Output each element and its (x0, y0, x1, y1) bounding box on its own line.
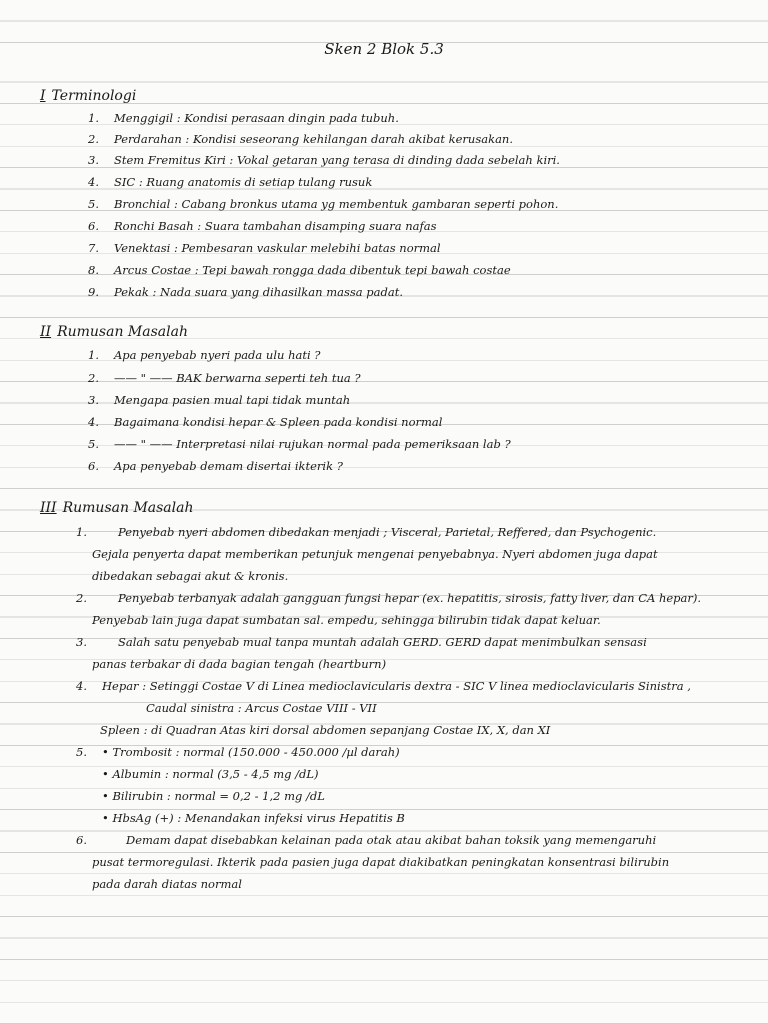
section-heading-rumusan-masalah-answers (40, 500, 194, 516)
list-item: 2. Perdarahan : Kondisi seseorang kehilangan darah akibat kerusakan. (88, 132, 513, 146)
list-item: 3. Mengapa pasien mual tapi tidak muntah (88, 393, 351, 407)
answer-line: Penyebab lain juga dapat sumbatan sal. empedu, sehingga bilirubin tidak dapat keluar. (92, 613, 601, 627)
list-item: 6. Apa penyebab demam disertai ikterik ? (88, 459, 343, 473)
list-item: 2. —— " —— BAK berwarna seperti teh tua ? (88, 371, 361, 385)
answer-line: pusat termoregulasi. Ikterik pada pasien juga dapat diakibatkan peningkatan konsentrasi bilirubin (92, 855, 670, 869)
section-heading-rumusan-masalah (40, 324, 188, 340)
answer-line: pada darah diatas normal (92, 877, 242, 891)
list-item: 7. Venektasi : Pembesaran vaskular melebihi batas normal (88, 241, 441, 255)
list-item: 4. SIC : Ruang anatomis di setiap tulang rusuk (88, 175, 373, 189)
list-item: 4. Bagaimana kondisi hepar & Spleen pada kondisi normal (88, 415, 443, 429)
answer-line: dibedakan sebagai akut & kronis. (92, 569, 289, 583)
list-item: 3. Stem Fremitus Kiri : Vokal getaran yang terasa di dinding dada sebelah kiri. (88, 153, 560, 167)
answer-line: Gejala penyerta dapat memberikan petunjuk mengenai penyebabnya. Nyeri abdomen juga dapat (92, 547, 658, 561)
list-item: 1. Menggigil : Kondisi perasaan dingin pada tubuh. (88, 111, 399, 125)
answer-line: Spleen : di Quadran Atas kiri dorsal abdomen sepanjang Costae IX, X, dan XI (100, 723, 551, 737)
answer-line: 1. Penyebab nyeri abdomen dibedakan menjadi ; Visceral, Parietal, Reffered, dan Psychogenic. (76, 525, 657, 539)
section-numeral: I (40, 88, 46, 104)
answer-line: • HbsAg (+) : Menandakan infeksi virus Hepatitis B (102, 811, 405, 825)
answer-line: panas terbakar di dada bagian tengah (heartburn) (92, 657, 387, 671)
list-item: 8. Arcus Costae : Tepi bawah rongga dada dibentuk tepi bawah costae (88, 263, 511, 277)
section-title: Rumusan Masalah (62, 500, 194, 516)
answer-line: 6. Demam dapat disebabkan kelainan pada otak atau akibat bahan toksik yang memengaruhi (76, 833, 657, 847)
answer-line: • Bilirubin : normal = 0,2 - 1,2 mg /dL (102, 789, 325, 803)
answer-line: 5. • Trombosit : normal (150.000 - 450.000 /µl darah) (76, 745, 400, 759)
answer-line: • Albumin : normal (3,5 - 4,5 mg /dL) (102, 767, 319, 781)
answer-line: 4. Hepar : Setinggi Costae V di Linea medioclavicularis dextra - SIC V linea medioclavicularis Sinistra , (76, 679, 691, 693)
section-numeral: III (40, 500, 57, 516)
section-title: Rumusan Masalah (57, 324, 188, 340)
page-title: Sken 2 Blok 5.3 (324, 40, 444, 58)
list-item: 5. —— " —— Interpretasi nilai rujukan normal pada pemeriksaan lab ? (88, 437, 511, 451)
list-item: 6. Ronchi Basah : Suara tambahan disamping suara nafas (88, 219, 437, 233)
answer-line: 3. Salah satu penyebab mual tanpa muntah adalah GERD. GERD dapat menimbulkan sensasi (76, 635, 647, 649)
answer-line: 2. Penyebab terbanyak adalah gangguan fungsi hepar (ex. hepatitis, sirosis, fatty liver, dan CA hepar). (76, 591, 702, 605)
list-item: 5. Bronchial : Cabang bronkus utama yg membentuk gambaran seperti pohon. (88, 197, 559, 211)
section-numeral: II (40, 324, 52, 340)
answer-line: Caudal sinistra : Arcus Costae VIII - VII (146, 701, 377, 715)
section-title: Terminologi (51, 88, 137, 104)
list-item: 1. Apa penyebab nyeri pada ulu hati ? (88, 348, 321, 362)
section-heading-terminologi (40, 88, 136, 104)
list-item: 9. Pekak : Nada suara yang dihasilkan massa padat. (88, 285, 403, 299)
